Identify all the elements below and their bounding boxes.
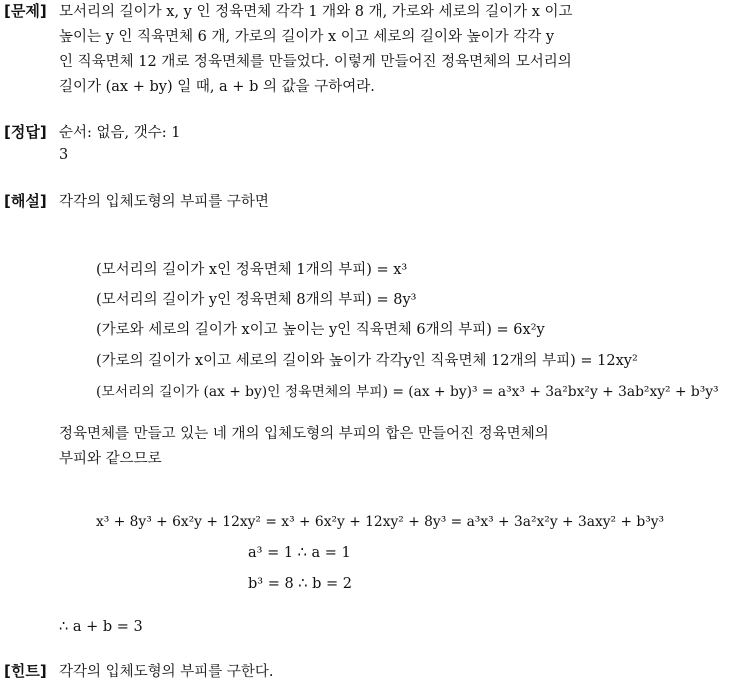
problem-line-2: 높이는 y 인 직육면체 6 개, 가로의 길이가 x 이고 세로의 길이와 높이가 각각 y — [59, 29, 555, 45]
volume-line-1: (모서리의 길이가 x인 정육면체 1개의 부피) = x³ — [96, 262, 408, 278]
problem-line-3: 인 직육면체 12 개로 정육면체를 만들었다. 이렇게 만들어진 정육면체의 모서리의 — [59, 54, 572, 70]
conclusion: ∴ a + b = 3 — [59, 619, 143, 635]
explanation-paragraph-line-1: 정육면체를 만들고 있는 네 개의 입체도형의 부피의 합은 만들어진 정육면체의 — [59, 426, 549, 442]
step-a: a³ = 1 ∴ a = 1 — [248, 545, 351, 561]
hint-label: [힌트] — [4, 662, 47, 680]
volume-line-4: (가로의 길이가 x이고 세로의 길이와 높이가 각각y인 직육면체 12개의 부피) = 12xy² — [96, 353, 638, 369]
explanation-intro: 각각의 입체도형의 부피를 구하면 — [59, 194, 269, 210]
volume-line-2: (모서리의 길이가 y인 정육면체 8개의 부피) = 8y³ — [96, 292, 417, 308]
step-b: b³ = 8 ∴ b = 2 — [248, 576, 353, 592]
answer-line-1: 순서: 없음, 갯수: 1 — [59, 125, 181, 141]
problem-line-4: 길이가 (ax + by) 일 때, a + b 의 값을 구하여라. — [59, 79, 375, 95]
volume-line-5: (모서리의 길이가 (ax + by)인 정육면체의 부피) = (ax + by)³ = a³x³ + 3a²bx²y + 3ab²xy² + b³y³ — [96, 384, 719, 400]
answer-value: 3 — [59, 147, 69, 163]
problem-line-1: 모서리의 길이가 x, y 인 정육면체 각각 1 개와 8 개, 가로와 세로의 길이가 x 이고 — [59, 4, 573, 20]
explanation-label: [해설] — [4, 192, 47, 210]
explanation-paragraph-line-2: 부피와 같으므로 — [59, 451, 162, 467]
volume-line-3: (가로와 세로의 길이가 x이고 높이는 y인 직육면체 6개의 부피) = 6x²y — [96, 322, 545, 338]
problem-label: [문제] — [4, 2, 47, 20]
sum-equation: x³ + 8y³ + 6x²y + 12xy² = x³ + 6x²y + 12xy² + 8y³ = a³x³ + 3a²x²y + 3axy² + b³y³ — [96, 514, 665, 530]
answer-label: [정답] — [4, 123, 47, 141]
hint-text: 각각의 입체도형의 부피를 구한다. — [59, 664, 274, 680]
